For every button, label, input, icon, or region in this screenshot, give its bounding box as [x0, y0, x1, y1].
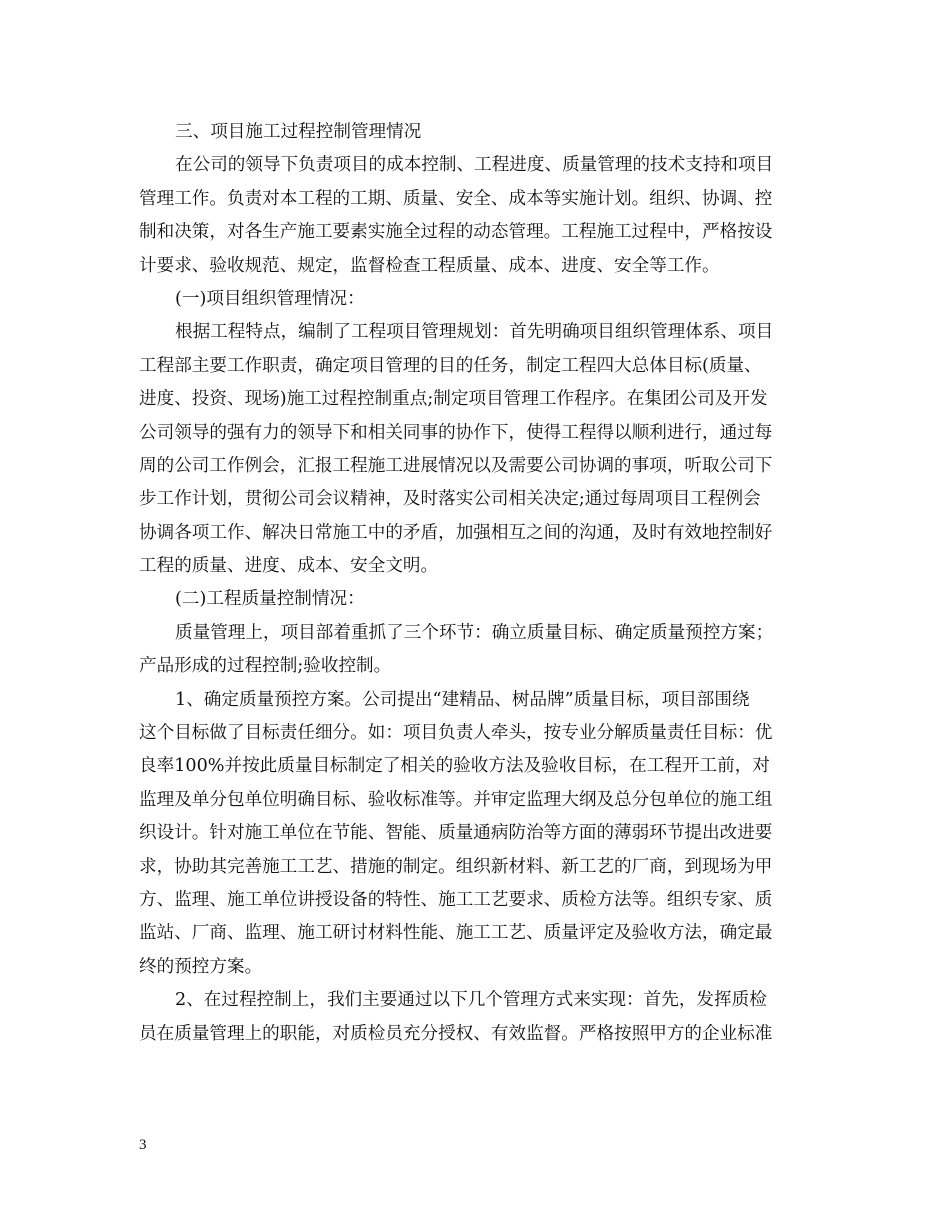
- text-line: 公司领导的强有力的领导下和相关同事的协作下，使得工程得以顺利进行，通过每: [139, 422, 773, 443]
- text-line: 在公司的领导下负责项目的成本控制、工程进度、质量管理的技术支持和项目: [175, 155, 774, 176]
- text-line: 员在质量管理上的职能，对质检员充分授权、有效监督。严格按照甲方的企业标准: [139, 1023, 773, 1044]
- subsection-heading: (一)项目组织管理情况：: [175, 288, 365, 309]
- text-line: 求，协助其完善施工工艺、措施的制定。组织新材料、新工艺的厂商，到现场为甲: [139, 856, 773, 877]
- text-line: 这个目标做了目标责任细分。如：项目负责人牵头，按专业分解质量责任目标：优: [139, 723, 773, 744]
- page-number: 3: [139, 1137, 147, 1153]
- text-line: 良率100%并按此质量目标制定了相关的验收方法及验收目标，在工程开工前，对: [139, 756, 770, 777]
- text-line: 织设计。针对施工单位在节能、智能、质量通病防治等方面的薄弱环节提出改进要: [139, 823, 773, 844]
- text-line: 管理工作。负责对本工程的工期、质量、安全、成本等实施计划。组织、协调、控: [139, 188, 773, 209]
- text-line: 进度、投资、现场)施工过程控制重点;制定项目管理工作程序。在集团公司及开发: [139, 389, 768, 410]
- text-line: 周的公司工作例会，汇报工程施工进展情况以及需要公司协调的事项，听取公司下: [139, 455, 773, 476]
- text-line: 监理及单分包单位明确目标、验收标准等。并审定监理大纲及总分包单位的施工组: [139, 789, 773, 810]
- text-line: 2、在过程控制上，我们主要通过以下几个管理方式来实现：首先，发挥质检: [175, 990, 767, 1011]
- text-line: 方、监理、施工单位讲授设备的特性、施工工艺要求、质检方法等。组织专家、质: [139, 889, 773, 910]
- section-heading: 三、项目施工过程控制管理情况: [175, 122, 422, 142]
- body-text: [139, 116, 819, 1051]
- subsection-heading: (二)工程质量控制情况：: [175, 589, 365, 610]
- text-line: 工程部主要工作职责，确定项目管理的目的任务，制定工程四大总体目标(质量、: [139, 355, 762, 376]
- text-line: 计要求、验收规范、规定，监督检查工程质量、成本、进度、安全等工作。: [139, 255, 720, 276]
- text-line: 产品形成的过程控制;验收控制。: [139, 656, 392, 677]
- text-line: 质量管理上，项目部着重抓了三个环节：确立质量目标、确定质量预控方案；: [175, 622, 774, 643]
- text-line: 工程的质量、进度、成本、安全文明。: [139, 556, 439, 577]
- text-line: 步工作计划，贯彻公司会议精神，及时落实公司相关决定;通过每周项目工程例会: [139, 489, 761, 510]
- text-line: 1、确定质量预控方案。公司提出“建精品、树品牌”质量目标，项目部围绕: [175, 689, 750, 710]
- text-line: 根据工程特点，编制了工程项目管理规划：首先明确项目组织管理体系、项目: [175, 322, 774, 343]
- text-line: 监站、厂商、监理、施工研讨材料性能、施工工艺、质量评定及验收方法，确定最: [139, 923, 773, 944]
- text-line: 终的预控方案。: [139, 956, 263, 977]
- text-line: 制和决策，对各生产施工要素实施全过程的动态管理。工程施工过程中，严格按设: [139, 222, 773, 243]
- text-line: 协调各项工作、解决日常施工中的矛盾，加强相互之间的沟通，及时有效地控制好: [139, 522, 773, 543]
